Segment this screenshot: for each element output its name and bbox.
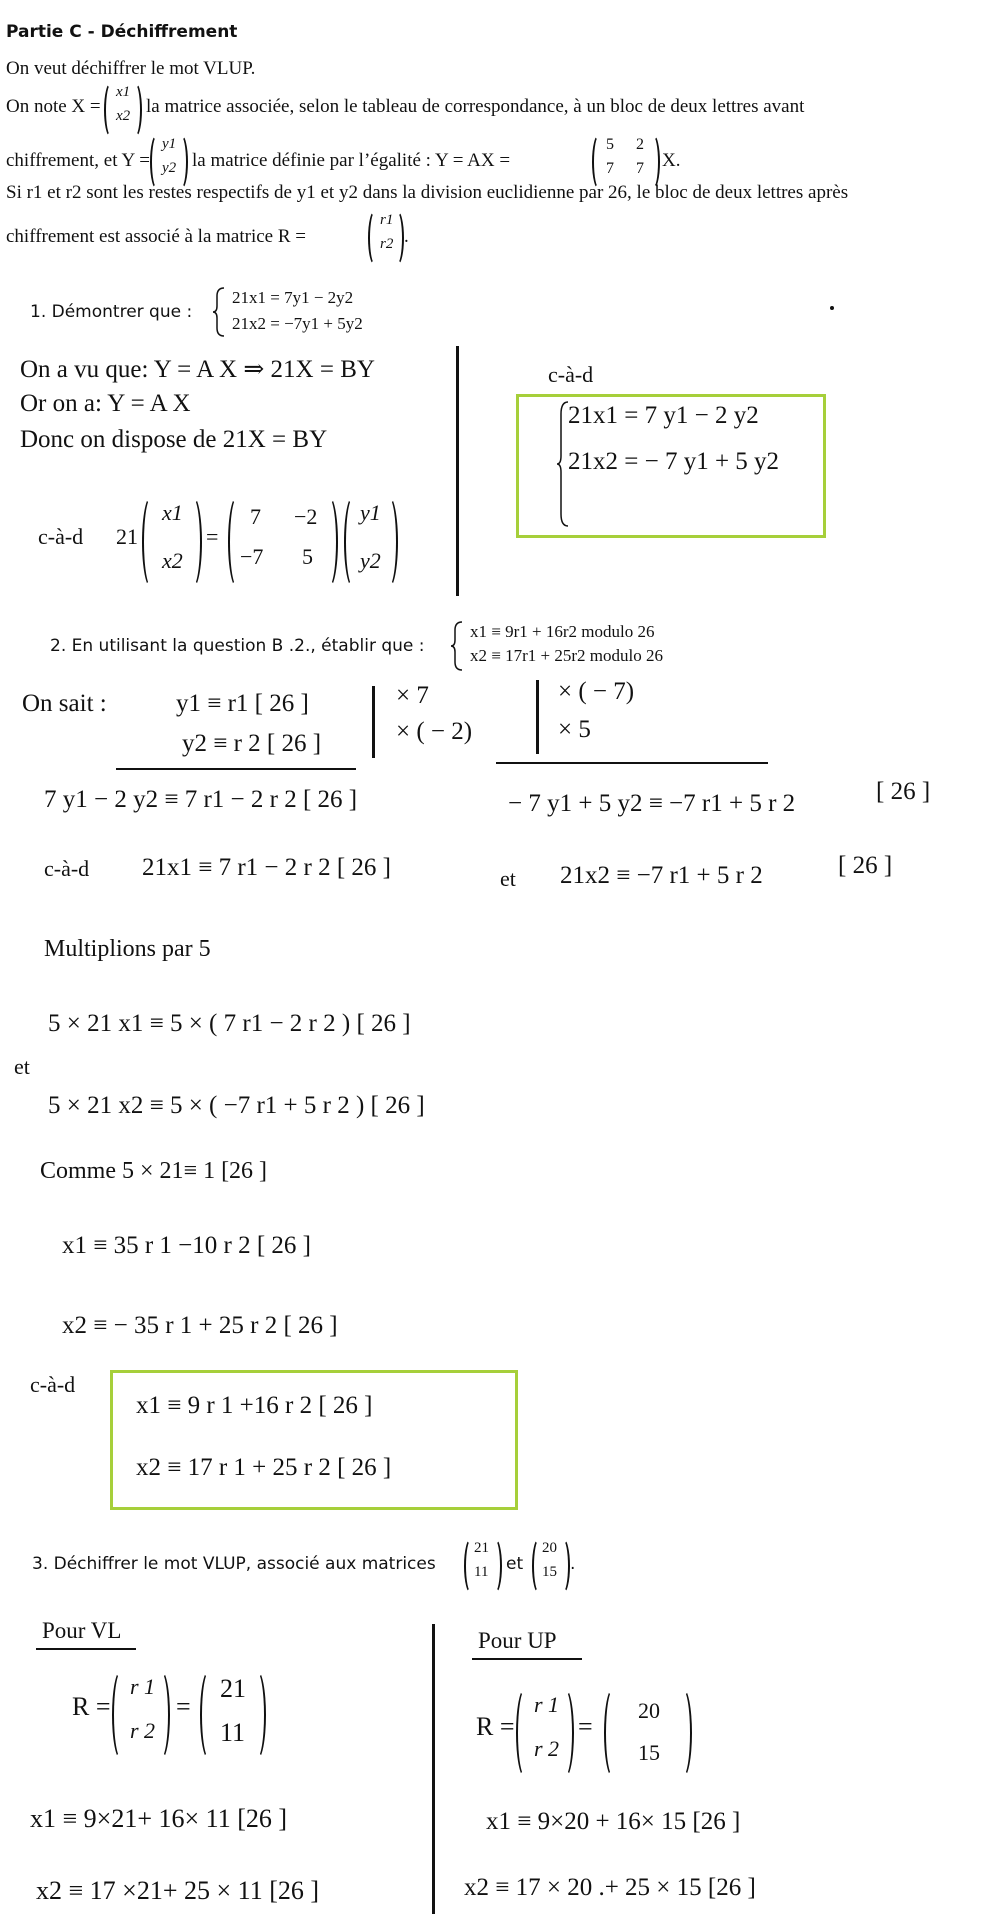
- vl-r-2: r 2: [130, 1718, 156, 1743]
- intro-line-3-mid: la matrice définie par l’égalité : Y = AX =: [192, 150, 511, 171]
- vl-equals: =: [176, 1692, 191, 1721]
- work-coef: 21: [116, 524, 138, 549]
- intro-line-3-end: X.: [662, 150, 681, 171]
- intro-line-5-end: .: [404, 226, 409, 247]
- work-matrix-21: −7: [240, 544, 264, 569]
- mat1-right-paren: [488, 1538, 502, 1594]
- work-vy-2: y2: [360, 548, 381, 573]
- up-r-right-paren: [556, 1688, 574, 1778]
- vl-r-right-paren: [152, 1670, 170, 1760]
- right-cad: c-à-d: [548, 362, 594, 387]
- work-line-1: On a vu que: Y = A X ⇒ 21X = BY: [20, 356, 375, 383]
- matrix-a-12: 2: [636, 136, 644, 153]
- multiplier-minus-2: × ( − 2): [396, 718, 473, 745]
- work-matrix-12: −2: [294, 504, 318, 529]
- work-matrix-right-paren: [320, 496, 338, 588]
- multiply-line-2: 5 × 21 x2 ≡ 5 × ( −7 r1 + 5 r 2 ) [ 26 ]: [48, 1092, 425, 1119]
- x2-congruence: x2 ≡ − 35 r 1 + 25 r 2 [ 26 ]: [62, 1312, 338, 1339]
- work-vx-1: x1: [162, 500, 183, 525]
- question-1-eq-2: 21x2 = −7y1 + 5y2: [232, 314, 363, 333]
- section-title: Partie C - Déchiffrement: [6, 22, 238, 42]
- question-1-brace: [212, 286, 226, 338]
- up-r-1: r 1: [534, 1692, 560, 1717]
- intro-line-3-start: chiffrement, et Y =: [6, 150, 151, 171]
- matrix-a-21: 7: [606, 160, 614, 177]
- pour-vl-title: Pour VL: [42, 1618, 122, 1643]
- result-eq-1: 21x1 = 7 y1 − 2 y2: [568, 402, 759, 429]
- mat2-right-paren: [556, 1538, 570, 1594]
- intro-line-4: Si r1 et r2 sont les restes respectifs de y1 et y2 dans la division euclidienne par 26, le bloc de deux lettres après: [6, 182, 849, 203]
- congruence-y2: y2 ≡ r 2 [ 26 ]: [182, 730, 322, 757]
- result-box-q2: [110, 1370, 518, 1510]
- multiplier-minus-7: × ( − 7): [558, 678, 635, 705]
- work-vx-left-paren: [142, 496, 160, 588]
- combined-left: 7 y1 − 2 y2 ≡ 7 r1 − 2 r 2 [ 26 ]: [44, 786, 358, 813]
- work-matrix-11: 7: [250, 504, 261, 529]
- sum-line-left: [116, 768, 356, 770]
- question-3-label: 3. Déchiffrer le mot VLUP, associé aux matrices: [32, 1554, 436, 1574]
- combined-right-mod: [ 26 ]: [876, 778, 931, 805]
- pour-up-title: Pour UP: [478, 1628, 557, 1653]
- up-r-left-paren: [516, 1688, 534, 1778]
- up-val-2: 15: [638, 1740, 660, 1765]
- work-vx-right-paren: [184, 496, 202, 588]
- question-2-label: 2. En utilisant la question B .2., établir que :: [50, 636, 425, 656]
- box-x1: x1 ≡ 9 r 1 +16 r 2 [ 26 ]: [136, 1392, 373, 1419]
- work-matrix-left-paren: [228, 496, 246, 588]
- vector-x-1: x1: [116, 84, 131, 100]
- mat2-1: 20: [542, 1540, 557, 1556]
- question-1-label: 1. Démontrer que :: [30, 302, 193, 322]
- vl-x1: x1 ≡ 9×21+ 16× 11 [26 ]: [30, 1804, 288, 1833]
- vector-r-2: r2: [380, 236, 394, 252]
- up-equals: =: [578, 1712, 593, 1741]
- mat1-2: 11: [474, 1564, 489, 1580]
- intro-line-2-end: la matrice associée, selon le tableau de correspondance, à un bloc de deux lettres avant: [146, 96, 805, 117]
- comme-line: Comme 5 × 21≡ 1 [26 ]: [40, 1158, 268, 1184]
- cad-et: et: [500, 866, 516, 891]
- up-val-right-paren: [674, 1688, 692, 1778]
- cad-final: c-à-d: [30, 1372, 76, 1397]
- up-val-1: 20: [638, 1698, 660, 1723]
- q1-divider: [456, 346, 459, 596]
- vector-r-1: r1: [380, 212, 394, 228]
- pour-vl-underline: [36, 1648, 136, 1650]
- x1-congruence: x1 ≡ 35 r 1 −10 r 2 [ 26 ]: [62, 1232, 311, 1259]
- work-line-3: Donc on dispose de 21X = BY: [20, 426, 328, 453]
- vl-r-1: r 1: [130, 1674, 156, 1699]
- question-1-eq-1: 21x1 = 7y1 − 2y2: [232, 288, 354, 307]
- pour-up-underline: [472, 1658, 582, 1660]
- work-equals: =: [206, 524, 219, 549]
- work-line-2: Or on a: Y = A X: [20, 390, 191, 417]
- vector-y-2: y2: [162, 160, 177, 176]
- vl-val-2: 11: [220, 1718, 246, 1747]
- vl-R: R =: [72, 1692, 111, 1721]
- work-matrix-22: 5: [302, 544, 313, 569]
- up-r-2: r 2: [534, 1736, 560, 1761]
- on-sait: On sait :: [22, 690, 107, 717]
- stray-dot: [830, 306, 834, 310]
- congruence-y1: y1 ≡ r1 [ 26 ]: [176, 690, 309, 717]
- up-val-left-paren: [604, 1688, 622, 1778]
- question-3-et: et: [506, 1554, 524, 1574]
- question-2-eq-2: x2 ≡ 17r1 + 25r2 modulo 26: [470, 646, 663, 665]
- matrix-a-11: 5: [606, 136, 614, 153]
- intro-line-2-start: On note X =: [6, 96, 101, 117]
- question-3-end: .: [570, 1554, 576, 1574]
- vl-val-1: 21: [220, 1674, 246, 1703]
- work-vy-right-paren: [380, 496, 398, 588]
- vl-r-left-paren: [112, 1670, 130, 1760]
- intro-line-1: On veut déchiffrer le mot VLUP.: [6, 58, 256, 79]
- vector-r-right-paren: [390, 210, 404, 266]
- multiplier-5: × 5: [558, 716, 591, 743]
- up-R: R =: [476, 1712, 515, 1741]
- box-x2: x2 ≡ 17 r 1 + 25 r 2 [ 26 ]: [136, 1454, 392, 1481]
- question-2-eq-1: x1 ≡ 9r1 + 16r2 modulo 26: [470, 622, 655, 641]
- cad-right: 21x2 ≡ −7 r1 + 5 r 2: [560, 862, 763, 889]
- matrix-a-22: 7: [636, 160, 644, 177]
- up-x1: x1 ≡ 9×20 + 16× 15 [26 ]: [486, 1808, 741, 1835]
- question-2-brace: [450, 620, 464, 672]
- intro-line-5: chiffrement est associé à la matrice R =: [6, 226, 306, 247]
- multiplier-7: × 7: [396, 682, 429, 709]
- sum-line-right: [496, 762, 768, 764]
- vector-x-2: x2: [116, 108, 131, 124]
- cad-left: 21x1 ≡ 7 r1 − 2 r 2 [ 26 ]: [142, 854, 391, 881]
- up-x2: x2 ≡ 17 × 20 .+ 25 × 15 [26 ]: [464, 1874, 756, 1901]
- result-eq-2: 21x2 = − 7 y1 + 5 y2: [568, 448, 780, 475]
- vector-x-right-paren: [128, 82, 142, 138]
- work-vx-2: x2: [162, 548, 183, 573]
- vl-val-left-paren: [200, 1670, 218, 1760]
- multiply-et: et: [14, 1054, 30, 1079]
- cad-right-mod: [ 26 ]: [838, 852, 893, 879]
- multiply-line-1: 5 × 21 x1 ≡ 5 × ( 7 r1 − 2 r 2 ) [ 26 ]: [48, 1010, 411, 1037]
- combined-right: − 7 y1 + 5 y2 ≡ −7 r1 + 5 r 2: [508, 790, 796, 817]
- mat1-1: 21: [474, 1540, 489, 1556]
- cad-line: c-à-d: [44, 856, 90, 881]
- multiplions: Multiplions par 5: [44, 936, 211, 962]
- mult-divider-right: [536, 680, 539, 754]
- vl-x2: x2 ≡ 17 ×21+ 25 × 11 [26 ]: [36, 1876, 320, 1905]
- q3-divider: [432, 1624, 435, 1914]
- work-vy-1: y1: [360, 500, 381, 525]
- mult-divider-left: [372, 686, 375, 758]
- vl-val-right-paren: [248, 1670, 266, 1760]
- mat2-2: 15: [542, 1564, 557, 1580]
- work-cad: c-à-d: [38, 524, 84, 549]
- vector-y-1: y1: [162, 136, 177, 152]
